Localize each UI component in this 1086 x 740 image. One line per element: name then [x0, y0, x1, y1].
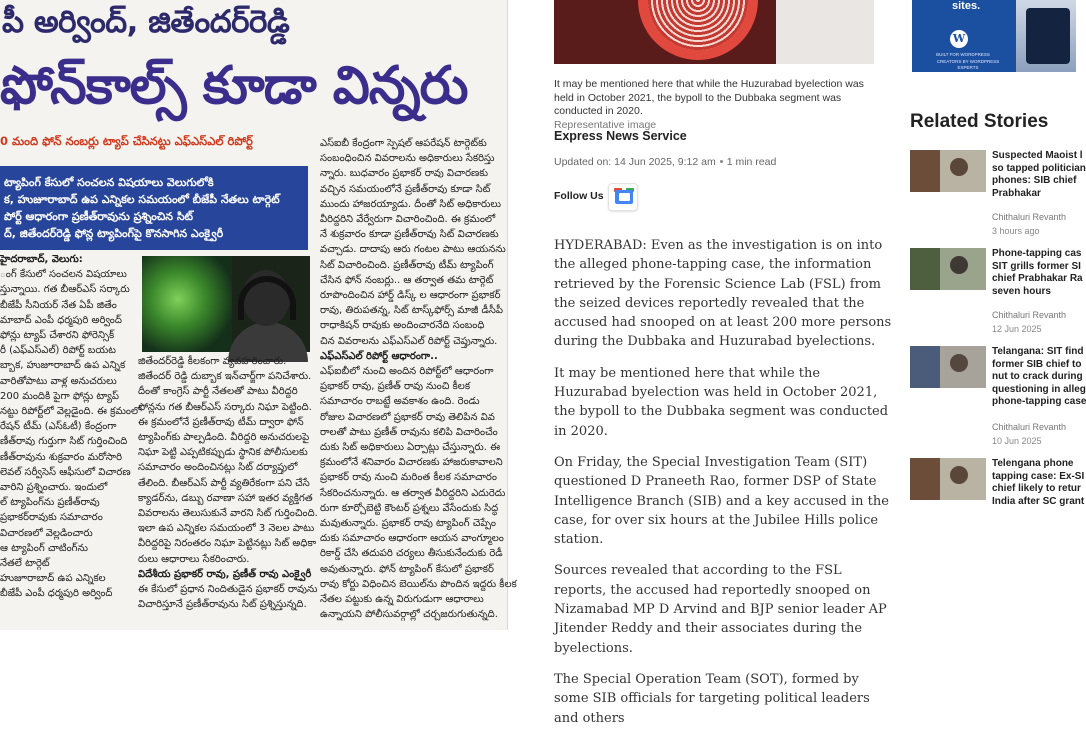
clipping-text-line: సేకరించనున్నారు. ఆ తర్వాత వీరిద్దరిని ఎదురెదు — [320, 487, 506, 499]
clipping-text-line: బీజేపీ ఎంపీ ధర్మపురి అర్వింద్ — [0, 588, 113, 600]
clipping-highlight: ట్యాపింగ్ కేసులో సంచలన విషయాలు వెలుగులోకి — [4, 176, 214, 189]
clipping-text-line: దీంతో కాంగ్రెస్ పార్టీ నేతలతో పాటు వీరిద్దరి — [138, 386, 298, 398]
clipping-text-line: ముందు హాజరయ్యాడు. దీంతో సిట్ అధికారులు — [320, 198, 501, 210]
related-story-time: 10 Jun 2025 — [992, 436, 1042, 446]
clipping-text-line: రుగా కూర్చోబెట్టి కౌంటర్ ప్రశ్నలు వేసేందుకు సిద్ధ — [320, 502, 499, 514]
clipping-text-line: దుకు సిట్ అధికారులు ఏర్పాట్లు చేస్తున్నారు. ఈ — [320, 442, 501, 454]
related-story-thumbnail[interactable] — [910, 346, 986, 388]
clipping-text-line: రికార్డ్ చేసి తదుపరి చర్యలు తీసుకునేందుకు రెడీ — [320, 548, 503, 560]
article-paragraph: HYDERABAD: Even as the investigation is on into the alleged phone-tapping case, the information retrieved by the Forensic Science Lab (FSL) from the seized devices reportedly revealed that the accused had snooped on at least 200 more persons during the Dubbaka and Huzurabad byelections. — [554, 238, 892, 350]
clipping-text-line: ఉన్నాయని పోలీసువర్గాల్లో చర్చజరుగుతున్నది. — [320, 609, 498, 621]
clipping-text-line: ఇలా ఉప ఎన్నికల సమయంలో 3 నెలల పాటు — [138, 523, 315, 535]
clipping-text-line: జితేందర్‌రెడ్డి కీలకంగా వ్యవహరించారు. — [138, 356, 287, 367]
follow-us-label: Follow Us — [554, 190, 604, 202]
clipping-text-line: వారిని ప్రశ్నించారు. ఇందులో — [0, 482, 108, 494]
clipping-text-line: మాబాద్ ఎంపీ ధర్మపురి అర్వింద్ — [0, 314, 122, 326]
ad-line-1: BUILT FOR WORDPRESS — [936, 52, 990, 57]
related-story-author: Chithaluri Revanth — [992, 212, 1067, 222]
clipping-text-line: ప్రభాకర్ రావు, ప్రణీత్ రావు నుంచి కీలక — [320, 381, 471, 393]
clipping-text-line: 200 మందికి పైగా ఫోన్లు ట్యాప్ — [0, 390, 120, 402]
clipping-text-line: ఎఫ్‌ఎస్ఎల్ రిపోర్ట్ ఆధారంగా.. — [320, 350, 438, 362]
article — [536, 0, 896, 726]
related-story-author: Chithaluri Revanth — [992, 310, 1067, 320]
ad-line-2: CREATORS BY WORDPRESS EXPERTS — [936, 59, 1000, 70]
clipping-highlights-box — [0, 166, 308, 250]
hero-image — [554, 0, 874, 64]
headphones-icon — [238, 276, 296, 320]
clipping-text-line: విచారణలో వెల్లడించారు — [0, 527, 93, 539]
wordpress-logo-icon: W — [950, 30, 968, 48]
clipping-text-line: మవుతున్నారు. ప్రభాకర్ రావు ట్యాపింగ్ చెప్పేం — [320, 518, 496, 530]
clipping-text-line: రావు, తిరుపతన్న, సిట్ టాస్క్‌ఫోర్స్ మాజీ డీసీపీ — [320, 305, 504, 317]
related-story-time: 12 Jun 2025 — [992, 324, 1042, 334]
article-body — [554, 236, 892, 740]
clipping-text-line: ఎస్ఐబీ కేంద్రంగా స్పెషల్ ఆపరేషన్ టార్గెట్‌కు — [320, 138, 487, 149]
clipping-text-line: వీరిద్దరిపై నిరంతరం నిఘా పెట్టినట్లు సిట్ అధికా — [138, 538, 317, 550]
clipping-text-line: నేతలే టార్గెట్ — [0, 558, 50, 570]
article-meta — [554, 156, 776, 168]
related-story-title[interactable]: Telengana phone tapping case: Ex-SI chief likely to retur India after SC grant — [992, 458, 1085, 507]
related-story-author: Chithaluri Revanth — [992, 422, 1067, 432]
clipping-highlight: ద్, జితేందర్‌రెడ్డి ఫోన్ల ట్యాపింగ్‌పై కొనసాగిన ఎంక్వైరీ — [4, 227, 224, 240]
clipping-text-line: నిఘా పెట్టి ఎప్పటికప్పుడు స్థానిక పోలీసులకు — [138, 447, 308, 459]
clipping-highlight: క, హుజూరాబాద్ ఉప ఎన్నికల సమయంలో బీజేపీ నేతలు టార్గెట్ — [4, 193, 280, 206]
caption-text: It may be mentioned here that while the Huzurabad byelection was held in October 2021, the bypoll to the Dubbaka segment was conducted in 2020. — [554, 78, 864, 117]
clipping-text-line: ఈ కేసులో ప్రధాన నిందితుడైన ప్రభాకర్ రావును — [138, 584, 318, 596]
clipping-column-middle — [138, 354, 318, 630]
clipping-text-line: హుజూరాబాద్ ఉప ఎన్నికల — [0, 573, 106, 585]
clipping-text-line: బ్బాక, హుజూరాబాద్ ఉప ఎన్నిక — [0, 360, 126, 372]
updated-time: Updated on: 14 Jun 2025, 9:12 am — [554, 156, 716, 168]
article-paragraph: The Special Operation Team (SOT), formed by some SIB officials for targeting political leaders and others — [554, 671, 870, 726]
sidebar — [910, 0, 1086, 630]
article-paragraph: Sources revealed that according to the FSL reports, the accused had reportedly snooped on Nizamabad MP D Arvind and BJP senior leader AP Jitender Reddy and their associates during the byelections. — [554, 563, 887, 656]
clipping-text-line: రాలతో పాటు ప్రణీత్ రావును కలిపి విచారించేం — [320, 426, 498, 438]
clipping-headline-line-1: పీ అర్వింద్, జితేందర్‌రెడ్డి — [2, 4, 290, 40]
clipping-text-line: రోజుల విచారణలో ప్రభాకర్ రావు తెలిపిన వివ — [320, 411, 495, 423]
clipping-text-line: నేతల పట్టుకు ఉన్న విరుగుడుగా ఆధారాలు — [320, 594, 484, 606]
clipping-text-line: ప్రభాకర్‌రావుకు సమాచారం — [0, 512, 103, 524]
clipping-text-line: ఫోన్లను గత బీఆర్ఎస్ సర్కారు నిఘా పెట్టింది. — [138, 401, 312, 413]
clipping-text-line: రీ (ఎఫ్ఎస్ఎల్) రిపోర్ట్ బయట — [0, 345, 116, 357]
ad-device-image — [1016, 0, 1076, 72]
related-story-thumbnail[interactable] — [910, 458, 986, 500]
clipping-text-line: ఈ క్రమంలోనే ప్రణీత్‌రావు టీమ్ ద్వారా ఫోన్ — [138, 416, 304, 428]
clipping-column-left — [0, 252, 142, 630]
clipping-text-line: ల్ ట్యాపింగ్‌ను ప్రణీత్‌రావు — [0, 497, 100, 509]
clipping-text-line: న్నారు. బుధవారం ప్రభాకర్ రావు విచారణకు — [320, 168, 488, 180]
article-paragraph: It may be mentioned here that while the Huzurabad byelection was held in October 2021, the bypoll to the Dubbaka segment was conducted in 2020. — [554, 365, 889, 439]
clipping-text-line: రాధాకిషన్ రావుకు అందించారనేది సంబంధి — [320, 320, 485, 332]
read-time: 1 min read — [726, 156, 777, 168]
clipping-text-line: దుకు సమాచారం ఆధారంగా ఆయన వాంగ్మూలం — [320, 533, 504, 545]
clipping-text-line: రూపొందించిన హార్డ్ డిస్క్ ల ఆధారంగా ప్రభాకర్ — [320, 290, 501, 302]
related-story-title[interactable]: Phone-tapping cas SIT grills former SI chief Prabhakar Ra seven hours — [992, 248, 1083, 297]
clipping-text-line: నట్టు రిపోర్ట్‌లో వెల్లడైంది. ఈ క్రమంలో — [0, 406, 142, 418]
clipping-text-line: ఫోన్లు ట్యాప్ చేశారని ఫోరెన్సిక్ — [0, 330, 115, 342]
clipping-text-line: వీరిద్దరిని వేర్వేరుగా విచారించింది. ఈ క్రమంలో — [320, 214, 496, 226]
article-paragraph: On Friday, the Special Investigation Team (SIT) questioned D Praneeth Rao, former DSP of State Intelligence Branch (SIB) and a key accused in the case, for over six hours at the Jubilee Hills police station. — [554, 454, 889, 548]
related-story-time: 3 hours ago — [992, 226, 1040, 236]
clipping-text-line: హైదరాబాద్, వెలుగు: — [0, 254, 83, 265]
clipping-column-right — [320, 136, 517, 630]
clipping-text-line: రావు కోర్టు విధించిన బెయిల్‌ను పొందిన ఇద్దరు కీలక — [320, 578, 517, 590]
clipping-headline-line-2: ఫోన్‌కాల్స్ కూడా విన్నరు — [0, 56, 468, 116]
clipping-photo — [142, 256, 310, 352]
related-stories-heading: Related Stories — [910, 111, 1049, 132]
clipping-text-line: వివరాలను తెలుసుకునే వారని సిట్ గుర్తించింది. — [138, 508, 318, 520]
image-caption — [554, 78, 884, 132]
clipping-text-line: సంబంధించిన వివరాలను అధికారులు సేకరిస్తు — [320, 153, 495, 165]
clipping-text-line: చేసిన ఫోన్ నంబర్లు.. ఆ తర్వాత తమ టార్గెట్ — [320, 274, 494, 286]
newspaper-clipping-image — [0, 0, 517, 630]
related-story-title[interactable]: Telangana: SIT find former SIB chief to nut to crack during questioning in alleg phone-tapping case — [992, 346, 1086, 408]
related-story-thumbnail[interactable] — [910, 248, 986, 290]
clipping-text-line: సమాచారం అందించినట్లు సిట్ దర్యాప్తులో — [138, 462, 298, 474]
clipping-strapline: 0 మంది ఫోన్ నంబర్లు ట్యాప్ చేసినట్టు ఎఫ్‌ఎస్‌ఎల్ రిపోర్ట్ — [0, 134, 253, 148]
clipping-text-line: తేలింది. బీఆర్ఎస్ పార్టీ వ్యతిరేకంగా పని చేసే — [138, 477, 310, 489]
clipping-text-line: సిట్ విచారించింది. ప్రణీత్‌రావు టీమ్ ట్యాపింగ్ — [320, 259, 494, 271]
clipping-text-line: వచ్చిన సమయంలోనే ప్రణీత్‌రావు కూడా సిట్ — [320, 183, 491, 195]
related-story-title[interactable]: Suspected Maoist l so tapped politician phones: SIB chief Prabhakar — [992, 150, 1086, 199]
clipping-text-line: ణీత్‌రావు గుర్తుగా సిట్ గుర్తించింది — [0, 436, 128, 448]
caption-note: Representative image — [554, 118, 657, 131]
advertisement-banner[interactable] — [912, 0, 1060, 72]
clipping-text-line: రేషన్ టీమ్ (ఎస్ఓటీ) కేంద్రంగా — [0, 421, 117, 433]
clipping-text-line: విదేశీయ ప్రభాకర్ రావు, ప్రణీత్ రావు ఎంక్వైరీ — [138, 568, 312, 580]
related-story-thumbnail[interactable] — [910, 150, 986, 192]
clipping-text-line: వచ్చాడు. దాదాపు ఆరు గంటల పాటు ఆయనను — [320, 244, 506, 256]
clipping-text-line: నే శుక్రవారం కూడా ప్రణీత్‌రావు సిట్ విచారణకు — [320, 229, 499, 241]
clipping-text-line: ప్రభాకర్ రావు నుంచి మరింత కీలక సమాచారం — [320, 472, 497, 484]
clipping-text-line: చిన వివరాలను ఎఫ్‌ఎస్ఎల్ రిపోర్ట్ చెప్తున్నారు. — [320, 335, 498, 347]
ad-headline: sites. — [952, 0, 981, 12]
clipping-text-line: ఎఫ్ఐబీలో నుంచి అందిన రిపోర్ట్‌లో ఆధారంగా — [320, 366, 494, 378]
clipping-text-line: అవుతున్నారు. ఫోన్ ట్యాపింగ్ కేసులో ప్రభాకర్ — [320, 563, 494, 575]
clipping-text-line: సమాచారం రాబట్టే అవకాశం ఉంది. రెండు — [320, 396, 480, 408]
clipping-text-line: బీజేపీ సీనియర్ నేత ఏపీ జితేం — [0, 299, 117, 311]
clipping-text-line: జితేందర్ రెడ్డి దుబ్బాక ఇన్‌చార్జ్‌గా పనిచేశారు. — [138, 371, 312, 383]
clipping-text-line: ణీత్‌రావును శుక్రవారం మరోసారి — [0, 451, 123, 463]
clipping-text-line: విచారిస్తూనే ప్రణీత్‌రావును సిట్ ప్రశ్నిస్తున్నది. — [138, 599, 307, 611]
clipping-highlight: పోర్ట్ ఆధారంగా ప్రణీత్‌రావును ప్రశ్నించిన సిట్ — [4, 210, 194, 223]
clipping-text-line: వారితోపాటు వాళ్ల అనుచరులు — [0, 375, 117, 387]
clipping-text-line: రులు ఆధారాలు సేకరించారు. — [138, 553, 250, 565]
clipping-text-line: ంగ్ కేసులో సంచలన విషయాలు — [0, 269, 127, 281]
byline[interactable]: Express News Service — [554, 129, 687, 143]
clipping-text-line: ఆ ట్యాపింగ్ చాటింగ్‌ను — [0, 542, 88, 554]
clipping-text-line: ట్యాపింగ్‌కు పాల్పడింది. వీరిద్దరి అనుచరులపై — [138, 432, 310, 444]
clipping-text-line: క్రమంలోనే శనివారం విచారణకు హాజరుకావాలని — [320, 457, 503, 469]
clipping-text-line: క్యాడర్‌ను, డబ్బు రవాణా సహా ఇతర వ్యక్తిగత — [138, 492, 313, 504]
clipping-text-line: స్తున్నాయి. గత బీఆర్ఎస్ సర్కారు — [0, 284, 130, 296]
clipping-text-line: లెవల్ సర్వీసెస్ ఆఫీసులో విచారణ — [0, 466, 131, 478]
google-news-icon[interactable] — [608, 183, 638, 211]
